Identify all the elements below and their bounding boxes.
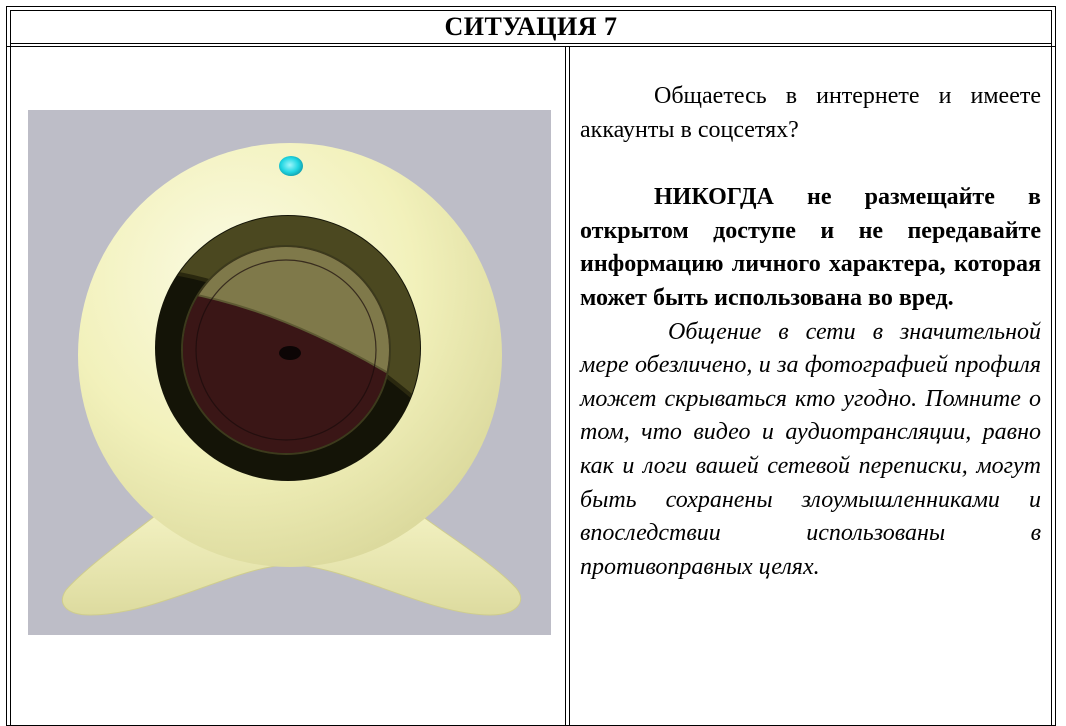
lens-pupil: [279, 346, 301, 360]
column-divider-inner: [569, 46, 570, 726]
webcam-illustration: [28, 110, 551, 635]
column-divider: [565, 46, 566, 726]
warning-paragraph: НИКОГДА не размещайте в открытом доступе и не передавайте информацию личного характера, которая может быть использована во вред.: [580, 184, 1041, 311]
table-header: [10, 10, 1052, 44]
webcam-icon: [28, 110, 551, 635]
header-divider: [6, 46, 1056, 47]
page-title: СИТУАЦИЯ 7: [444, 11, 618, 41]
explanation-paragraph: Общение в сети в значительной мере обезличено, и за фотографией профиля может скрываться кто угодно. Помните о том, что видео и аудиотрансляции, равно как и логи вашей сетевой переписки, могут быть сохранены злоумышленниками и впоследствии использованы в противоправных целях.: [580, 318, 1041, 580]
advice-text: [580, 80, 1041, 584]
indicator-light-icon: [279, 156, 303, 176]
question-paragraph: Общаетесь в интернете и имеете аккаунты в соцсетях?: [580, 83, 1041, 143]
